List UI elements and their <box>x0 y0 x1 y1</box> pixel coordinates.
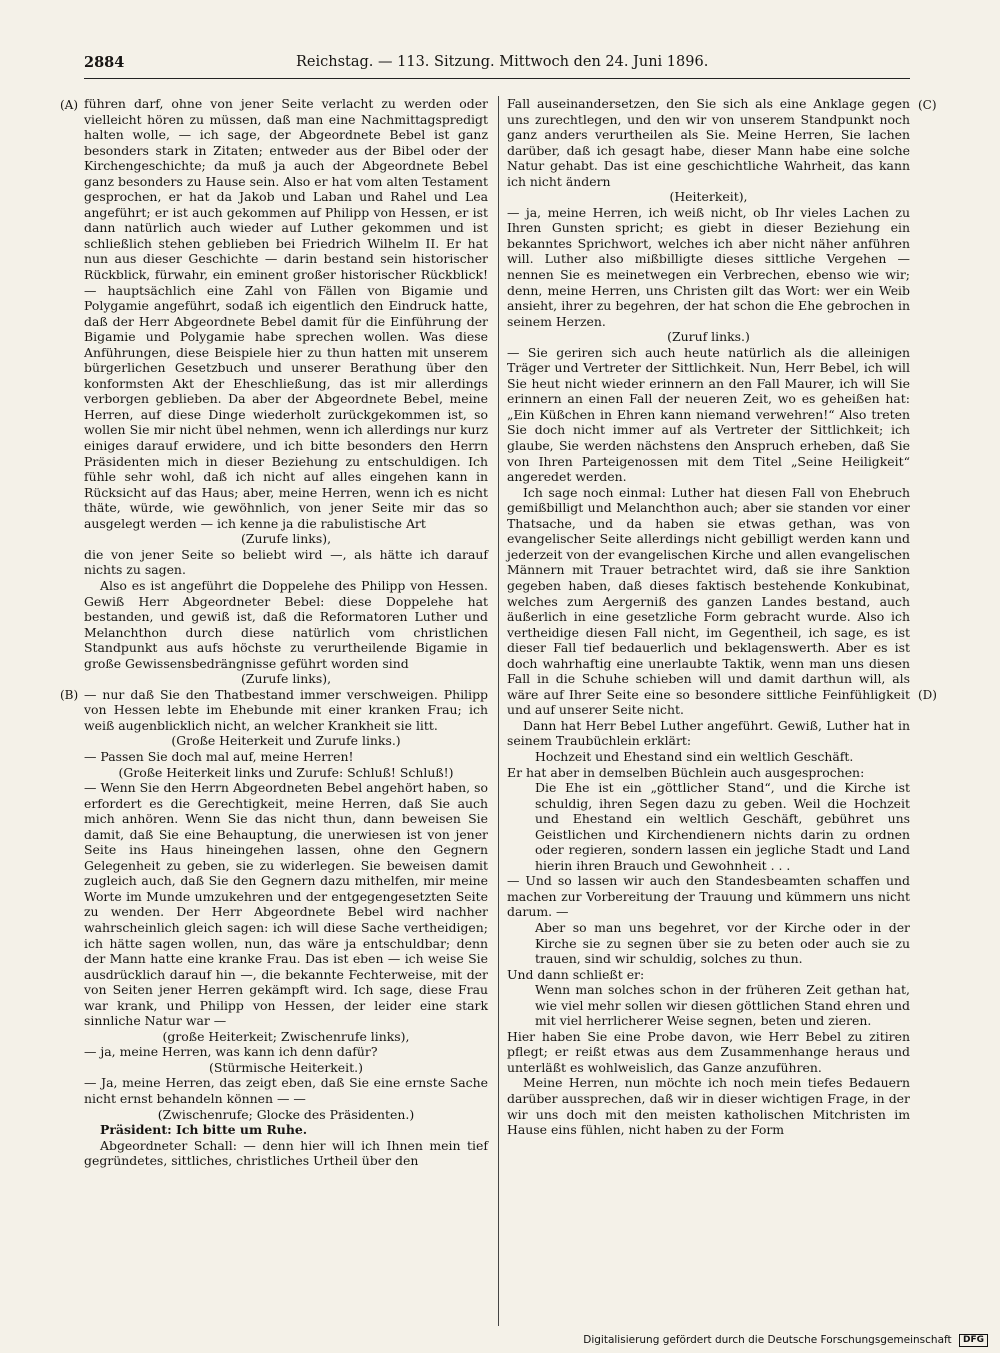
paragraph: Ich sage noch einmal: Luther hat diesen Fall von Ehebruch gemißbilligt und Melanchthon auch; aber sie standen vor einer Thatsache, und da haben sie etwas gethan, was von evangelischer Seite allerdings nicht gebilligt werden kann und jederzeit von der evangelischen Kirche und allen evangelischen Männern mit Trauer betrachtet wird, daß sie ihre Sanktion gegeben haben, daß dieses faktisch bestehende Konkubinat, welches zum Aergerniß des ganzen Landes bestand, auch äußerlich in eine gesetzliche Form gebracht wurde. Also ich vertheidige diesen Fall nicht, im Gegentheil, ich sage, es ist dieser Fall tief bedauerlich und beklagenswerth. Aber es ist doch wahrhaftig eine unerlaubte Taktik, wenn man uns diesen Fall in die Schuhe schieben will und damit darthun will, als wäre auf Ihrer Seite eine so besondere sittliche Feinfühligkeit und auf unserer Seite nicht. <box>507 484 910 718</box>
paragraph: — nur daß Sie den Thatbestand immer verschweigen. Philipp von Hessen lebte im Ehebunde mit einer kranken Frau; ich weiß augenblicklich nicht, an welcher Krankheit sie litt. <box>84 686 488 733</box>
paragraph: Fall auseinandersetzen, den Sie sich als eine Anklage gegen uns zurechtlegen, und den wir von unserem Standpunkt noch ganz anders verurtheilen als Sie. Meine Herren, Sie lachen darüber, daß ich gesagt habe, dieser Mann habe eine solche Natur gehabt. Das ist eine geschichtliche Wahrheit, das kann ich nicht ändern <box>507 96 910 189</box>
quotation: Aber so man uns begehret, vor der Kirche oder in der Kirche sie zu segnen über sie zu beten oder auch sie zu trauen, sind wir schuldig, solches zu thun. <box>535 919 910 967</box>
quotation: Wenn man solches schon in der früheren Zeit gethan hat, wie viel mehr sollen wir diesen göttlichen Stand ehren und mit viel herrlicherer Weise segnen, beten und zieren. <box>535 982 910 1029</box>
speaker-line: Präsident: Ich bitte um Ruhe. <box>100 1122 308 1138</box>
running-title: Reichstag. — 113. Sitzung. Mittwoch den 24. Juni 1896. <box>296 54 709 70</box>
dfg-logo: DFG <box>959 1334 988 1347</box>
interjection: (Zurufe links), <box>240 531 332 547</box>
column-divider <box>498 96 499 1326</box>
interjection: (Heiterkeit), <box>669 189 748 205</box>
quotation: Die Ehe ist ein „göttlicher Stand“, und die Kirche ist schuldig, ihren Segen dazu zu geben. Weil die Hochzeit und Ehestand ein weltlich Geschäft, gebühret uns Geistlichen und Kirchendienern nichts darin zu ordnen oder regieren, sondern lassen ein jegliche Stadt und Land hierin ihren Brauch und Gewohnheit . . . <box>535 780 910 873</box>
digitization-credit <box>583 1334 988 1347</box>
interjection: (große Heiterkeit; Zwischenrufe links), <box>162 1028 410 1044</box>
margin-marker-d: (D) <box>918 688 937 702</box>
left-column <box>84 96 488 1169</box>
paragraph: die von jener Seite so beliebt wird —, als hätte ich darauf nichts zu sagen. <box>84 546 488 578</box>
paragraph: Also es ist angeführt die Doppelehe des Philipp von Hessen. Gewiß Herr Abgeordneter Bebel: diese Doppelehe hat bestanden, und gewiß ist, daß die Reformatoren Luther und Melanchthon durch diese natürlich vom christlichen Standpunkt aus aufs höchste zu verurtheilende Bigamie in große Gewissensbedrängnisse geführt worden sind <box>84 577 488 671</box>
paragraph: Meine Herren, nun möchte ich noch mein tiefes Bedauern darüber aussprechen, daß wir in dieser wichtigen Frage, in der wir uns doch mit den meisten katholischen Mitchristen im Hause eins fühlen, nicht haben zu der Form <box>507 1075 910 1138</box>
interjection: (Stürmische Heiterkeit.) <box>209 1059 363 1075</box>
paragraph: — ja, meine Herren, ich weiß nicht, ob Ihr vieles Lachen zu Ihren Gunsten spricht; es giebt in dieser Beziehung ein bekanntes Sprichwort, welches ich aber nicht näher anführen will. Luther also mißbilligte dieses sittliche Vergehen — nennen Sie es meinetwegen ein Verbrechen, ebenso wie wir; denn, meine Herren, uns Christen gilt das Wort: wer ein Weib ansieht, ihrer zu begehren, der hat schon die Ehe gebrochen in seinem Herzen. <box>507 204 910 329</box>
paragraph: Er hat aber in demselben Büchlein auch ausgesprochen: <box>507 764 865 780</box>
page-number: 2884 <box>84 54 125 71</box>
paragraph: führen darf, ohne von jener Seite verlacht zu werden oder vielleicht hören zu müssen, daß man eine Nachmittagspredigt halten wolle, — ich sage, der Abgeordnete Bebel ist ganz besonders stark in Zitaten; entweder aus der Bibel oder der Kirchengeschichte; da muß ja auch der Abgeordnete Bebel ganz besonders zu Hause sein. Also er hat vom alten Testament gesprochen, er hat da Jakob und Laban und Rahel und Lea angeführt; er ist auch gekommen auf Philipp von Hessen, er ist dann natürlich auch wieder auf Luther gekommen und ist schließlich stehen geblieben bei Friedrich Wilhelm II. Er hat nun aus dieser Geschichte — darin bestand sein historischer Rückblick, fürwahr, ein eminent großer historischer Rückblick! — hauptsächlich eine Zahl von Fällen von Bigamie und Polygamie angeführt, sodaß ich eigentlich den Eindruck hatte, daß der Herr Abgeordnete Bebel damit für die Einführung der Bigamie und Polygamie habe sprechen wollen. Was diese Anführungen, diese Beispiele hier zu thun hatten mit unserem bürgerlichen Gesetzbuch und unserer Berathung über den konformsten Akt der Eheschließung, das ist mir allerdings verborgen geblieben. Da aber der Abgeordnete Bebel, meine Herren, auf diese Dinge wiederholt zurückgekommen ist, so wollen Sie mir nicht übel nehmen, wenn ich allerdings nur kurz einiges darauf erwidere, und ich bitte besonders den Herrn Präsidenten mich in dieser Beziehung zu entschuldigen. Ich fühle sehr wohl, daß ich nicht auf alles eingehen kann in Rücksicht auf das Haus; aber, meine Herren, wenn ich es nicht thäte, würde, wie gewöhnlich, von jener Seite mir das so ausgelegt werden — ich kenne ja die rabulistische Art <box>84 96 488 531</box>
page-header <box>84 54 709 76</box>
paragraph: Hier haben Sie eine Probe davon, wie Herr Bebel zu zitiren pflegt; er reißt etwas aus dem Zusammenhange heraus und unterläßt es wohlweislich, das Ganze anzuführen. <box>507 1028 910 1075</box>
paragraph: Abgeordneter Schall: — denn hier will ich Ihnen mein tief gegründetes, sittliches, christliches Urtheil über den <box>84 1137 488 1169</box>
quotation: Hochzeit und Ehestand sind ein weltlich Geschäft. <box>535 748 854 764</box>
paragraph: — Wenn Sie den Herrn Abgeordneten Bebel angehört haben, so erfordert es die Gerechtigkeit, meine Herren, daß Sie auch mich anhören. Wenn Sie das nicht thun, dann beweisen Sie damit, daß Sie eine Behauptung, die unerwiesen ist von jener Seite ins Haus hineingehen lassen, ohne den Gegnern Gelegenheit zu geben, sie zu widerlegen. Sie beweisen damit zugleich auch, daß Sie den Gegnern dazu mithelfen, mir meine Worte im Munde umzukehren und der entgegengesetzten Seite zu wenden. Der Herr Abgeordnete Bebel wird nachher wahrscheinlich gleich sagen: ich will diese Sache vertheidigen; ich hätte sagen wollen, nun, das wäre ja entschuldbar; denn der Mann hatte eine kranke Frau. Das ist eben — ich weise Sie ausdrücklich darauf hin —, die bekannte Fechterweise, mit der von Seiten jener Herren gekämpft wird. Ich sage, diese Frau war krank, und Philipp von Hessen, der leider eine stark sinnliche Natur war — <box>84 780 488 1029</box>
margin-marker-a: (A) <box>60 98 79 112</box>
interjection: (Zurufe links), <box>240 671 332 687</box>
header-rule <box>84 78 910 79</box>
paragraph: — Ja, meine Herren, das zeigt eben, daß Sie eine ernste Sache nicht ernst behandeln können — — <box>84 1075 488 1106</box>
right-column <box>507 96 910 1138</box>
paragraph: — Sie geriren sich auch heute natürlich als die alleinigen Träger und Vertreter der Sittlichkeit. Nun, Herr Bebel, ich will Sie heut nicht wieder erinnern an den Fall Maurer, ich will Sie erinnern an einen Fall der neueren Zeit, wo es geheißen hat: „Ein Küßchen in Ehren kann niemand verwehren!“ Also treten Sie doch nicht immer auf als Vertreter der Sittlichkeit; ich glaube, Sie werden nächstens den Anspruch erheben, daß Sie von Ihren Parteigenossen mit dem Titel „Seine Heiligkeit“ angeredet werden. <box>507 344 910 485</box>
paragraph: Dann hat Herr Bebel Luther angeführt. Gewiß, Luther hat in seinem Traubüchlein erklärt: <box>507 717 910 749</box>
margin-marker-c: (C) <box>918 98 937 112</box>
interjection: (Zuruf links.) <box>667 329 750 345</box>
paragraph: — Passen Sie doch mal auf, meine Herren! <box>84 748 354 764</box>
paragraph: Und dann schließt er: <box>507 966 645 982</box>
credit-text: Digitalisierung gefördert durch die Deutsche Forschungsgemeinschaft <box>583 1334 952 1346</box>
interjection: (Zwischenrufe; Glocke des Präsidenten.) <box>157 1106 415 1122</box>
paragraph: — Und so lassen wir auch den Standesbeamten schaffen und machen zur Vorbereitung der Trauung und kümmern uns nicht darum. — <box>507 873 910 920</box>
interjection: (Große Heiterkeit und Zurufe links.) <box>171 733 401 749</box>
paragraph: — ja, meine Herren, was kann ich denn dafür? <box>84 1044 378 1060</box>
interjection: (Große Heiterkeit links und Zurufe: Schluß! Schluß!) <box>118 764 454 780</box>
margin-marker-b: (B) <box>60 688 79 702</box>
